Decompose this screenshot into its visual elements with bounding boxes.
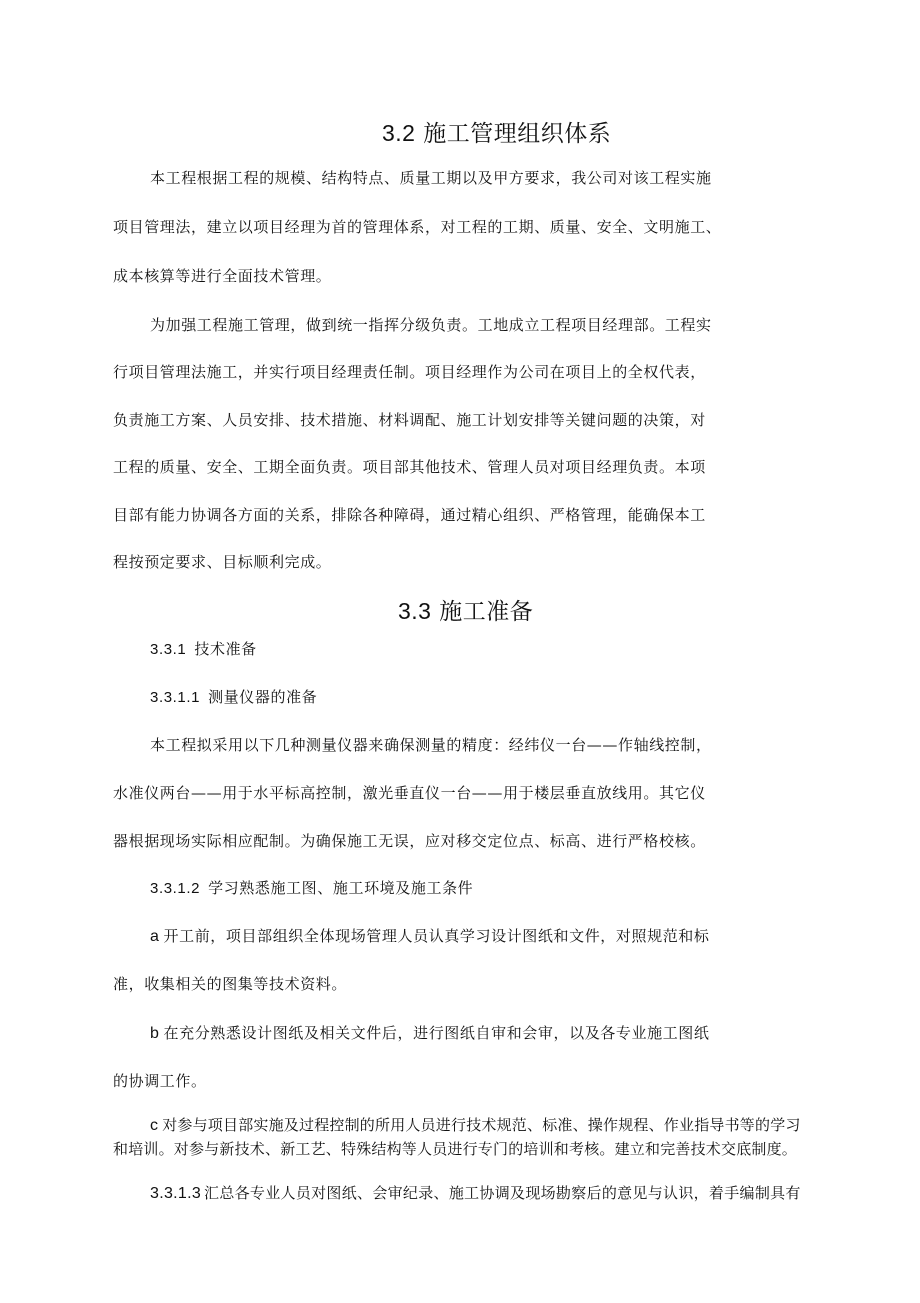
item-b-line-1 [150,1023,710,1044]
subsection-3-3-1-3-text: 汇总各专业人员对图纸、会审纪录、施工协调及现场勘察后的意见与认识，着手编制具有 [204,1184,801,1202]
section-3-2-title: 施工管理组织体系 [423,121,612,147]
subsection-3-3-1-1-title: 测量仪器的准备 [208,688,318,706]
item-c-line-1 [150,1115,801,1136]
para1-line-2: 项目管理法，建立以项目经理为首的管理体系，对工程的工期、质量、安全、文明施工、 [113,218,722,236]
subsection-3-3-1-2 [150,878,473,899]
subsection-3-3-1-1 [150,687,317,708]
subsection-3-3-1-title: 技术准备 [194,640,257,658]
para1-line-1: 本工程根据工程的规模、结构特点、质量工期以及甲方要求，我公司对该工程实施 [150,169,712,187]
subsection-3-3-1-2-number: 3.3.1.2 [150,880,201,897]
para2-line-5: 目部有能力协调各方面的关系，排除各种障碍，通过精心组织、严格管理，能确保本工 [113,506,706,524]
subsection-3-3-1-2-title: 学习熟悉施工图、施工环境及施工条件 [208,879,474,897]
subsection-3-3-1-number: 3.3.1 [150,641,187,658]
section-3-2-heading [382,118,611,149]
para3-line-1: 本工程拟采用以下几种测量仪器来确保测量的精度：经纬仪一台——作轴线控制， [150,736,712,754]
para2-line-3: 负责施工方案、人员安排、技术措施、材料调配、施工计划安排等关键问题的决策，对 [113,411,706,429]
para2-line-2: 行项目管理法施工，并实行项目经理责任制。项目经理作为公司在项目上的全权代表， [113,363,706,381]
section-3-2-number: 3.2 [382,120,416,146]
subsection-3-3-1-3-number: 3.3.1.3 [150,1185,202,1202]
para3-line-2: 水准仪两台——用于水平标高控制，激光垂直仪一台——用于楼层垂直放线用。其它仪 [113,784,706,802]
item-b-text-1: 在充分熟悉设计图纸及相关文件后，进行图纸自审和会审，以及各专业施工图纸 [163,1024,710,1042]
item-a-lead: a [150,928,160,945]
para2-line-6: 程按预定要求、目标顺利完成。 [113,553,332,571]
section-3-3-title: 施工准备 [439,599,534,625]
para2-line-1: 为加强工程施工管理，做到统一指挥分级负责。工地成立工程项目经理部。工程实 [150,316,712,334]
subsection-3-3-1-1-number: 3.3.1.1 [150,689,201,706]
item-a-line-1 [150,926,710,947]
item-c-lead: c [150,1117,159,1134]
item-c-text-1: 对参与项目部实施及过程控制的所用人员进行技术规范、标准、操作规程、作业指导书等的学习 [162,1116,801,1134]
subsection-3-3-1 [150,639,257,660]
item-a-line-2: 准，收集相关的图集等技术资料。 [113,975,348,993]
section-3-3-number: 3.3 [398,598,432,624]
item-b-lead: b [150,1025,160,1042]
item-c-line-2: 和培训。对参与新技术、新工艺、特殊结构等人员进行专门的培训和考核。建立和完善技术交底制度。 [113,1140,798,1158]
section-3-3-heading [398,596,533,627]
para2-line-4: 工程的质量、安全、工期全面负责。项目部其他技术、管理人员对项目经理负责。本项 [113,458,706,476]
subsection-3-3-1-3 [150,1183,801,1204]
para3-line-3: 器根据现场实际相应配制。为确保施工无误，应对移交定位点、标高、进行严格校核。 [113,832,706,850]
para1-line-3: 成本核算等进行全面技术管理。 [113,267,332,285]
item-b-line-2: 的协调工作。 [113,1072,207,1090]
item-a-text-1: 开工前，项目部组织全体现场管理人员认真学习设计图纸和文件，对照规范和标 [163,927,710,945]
